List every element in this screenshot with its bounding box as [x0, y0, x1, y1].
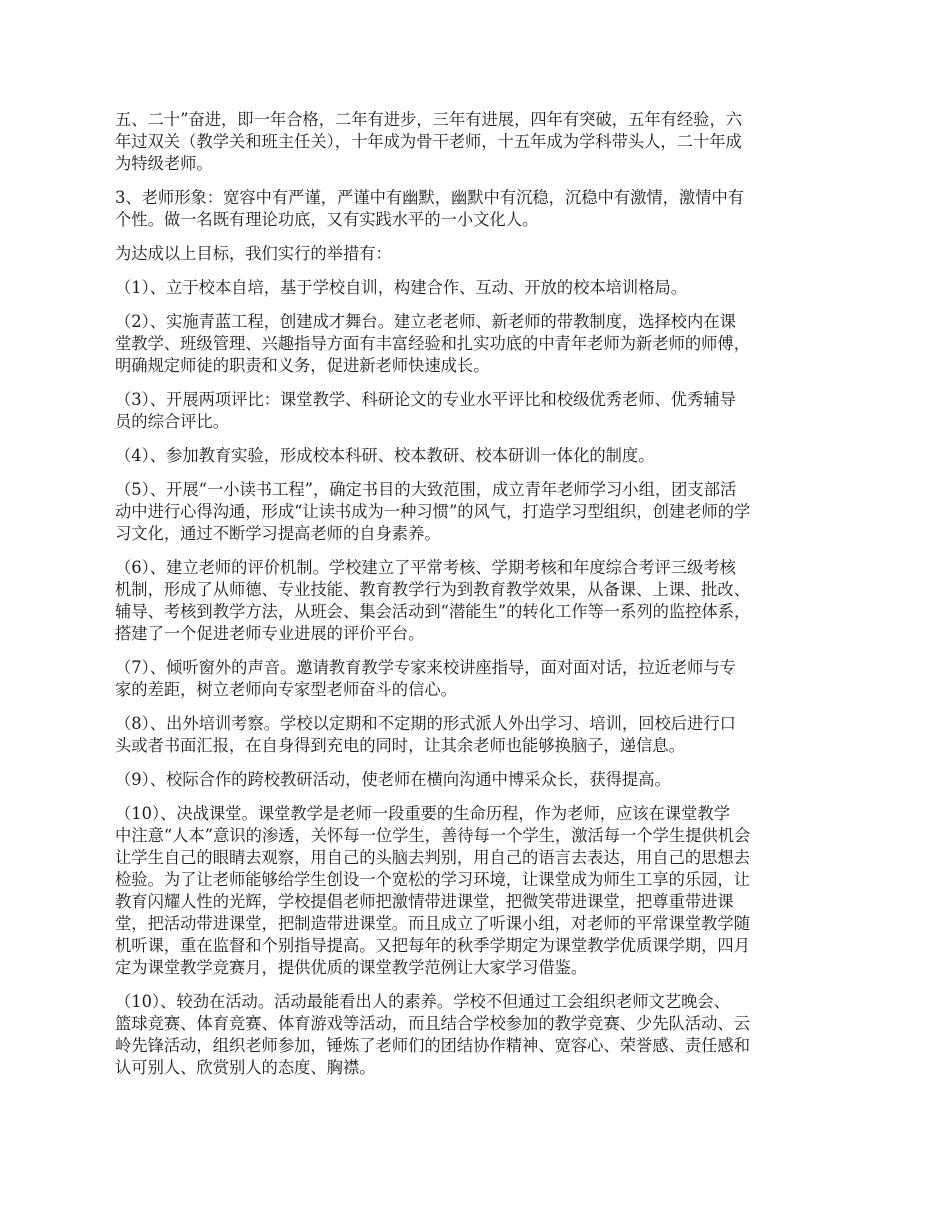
paragraph-2: 3、老师形象：宽容中有严谨，严谨中有幽默，幽默中有沉稳，沉稳中有激情，激情中有 个性。做一名既有理论功底，又有实践水平的一小文化人。 — [115, 188, 745, 229]
document-page — [115, 109, 842, 1091]
paragraph-5: （2）、实施青蓝工程，创建成才舞台。建立老老师、新老师的带教制度，选择校内在课 堂教学、班级管理、兴趣指导方面有丰富经验和扎实功底的中青年老师为新老师的师傅， 明确规定师徒的职责和义务，促进新老师快速成长。 — [115, 312, 750, 375]
paragraph-14: （10）、较劲在活动。活动最能看出人的素养。学校不但通过工会组织老师文艺晚会、 篮球竞赛、体育竞赛、体育游戏等活动，而且结合学校参加的教学竞赛、少先队活动、云 岭先锋活动，组织老师参加，锤炼了老师们的团结协作精神、宽容心、荣誉感、责任感和 认可别人、欣赏别人的态度、胸襟。 — [115, 992, 750, 1077]
paragraph-13: （10）、决战课堂。课堂教学是老师一段重要的生命历程，作为老师，应该在课堂教学 中注意“人本”意识的渗透，关怀每一位学生，善待每一个学生，激活每一个学生提供机会 让学生自己的眼睛去观察，用自己的头脑去判别，用自己的语言去表达，用自己的思想去 检验。为了让老师能够给学生创设一个宽松的学习环境，让课堂成为师生工享的乐园，让 教育闪耀人性的光辉，学校提倡老师把激情带进课堂，把微笑带进课堂，把尊重带进课 堂，把活动带进课堂，把制造带进课堂。而且成立了听课小组，对老师的平常课堂教学随 机听课，重在监督和个别指导提高。又把每年的秋季学期定为课堂教学优质课学期，四月 定为课堂教学竞赛月，提供优质的课堂教学范例让大家学习借鉴。 — [115, 804, 751, 977]
paragraph-11: （8）、出外培训考察。学校以定期和不定期的形式派人外出学习、培训，回校后进行口 头或者书面汇报，在自身得到充电的同时，让其余老师也能够换脑子，递信息。 — [115, 714, 736, 755]
paragraph-1: 五、二十”奋进，即一年合格，二年有进步，三年有进展，四年有突破，五年有经验，六 年过双关（教学关和班主任关），十年成为骨干老师，十五年成为学科带头人，二十年成 为特级老师。 — [115, 110, 743, 173]
paragraph-7: （4）、参加教育实验，形成校本科研、校本教研、校本研训一体化的制度。 — [115, 446, 655, 465]
paragraph-4: （1）、立于校本自培，基于学校自训，构建合作、互动、开放的校本培训格局。 — [115, 278, 688, 297]
paragraph-6: （3）、开展两项评比：课堂教学、科研论文的专业水平评比和校级优秀老师、优秀辅导 员的综合评比。 — [115, 390, 736, 431]
paragraph-8: （5）、开展“一小读书工程”，确定书目的大致范围，成立青年老师学习小组，团支部活 动中进行心得沟通，形成“让读书成为一种习惯”的风气，打造学习型组织，创建老师的学 习文化，通过不断学习提高老师的自身素养。 — [115, 480, 751, 543]
paragraph-3: 为达成以上目标，我们实行的举措有： — [115, 244, 392, 263]
paragraph-10: （7）、倾听窗外的声音。邀请教育教学专家来校讲座指导，面对面对话，拉近老师与专 家的差距，树立老师向专家型老师奋斗的信心。 — [115, 658, 736, 699]
paragraph-12: （9）、校际合作的跨校教研活动，使老师在横向沟通中博采众长，获得提高。 — [115, 770, 671, 789]
paragraph-9: （6）、建立老师的评价机制。学校建立了平常考核、学期考核和年度综合考评三级考核 机制，形成了从师德、专业技能、教育教学行为到教育教学效果，从备课、上课、批改、 辅导、考核到教学方法，从班会、集会活动到“潜能生”的转化工作等一系列的监控体系， 搭建了一个促进老师专业进展的评价平台。 — [115, 558, 751, 643]
